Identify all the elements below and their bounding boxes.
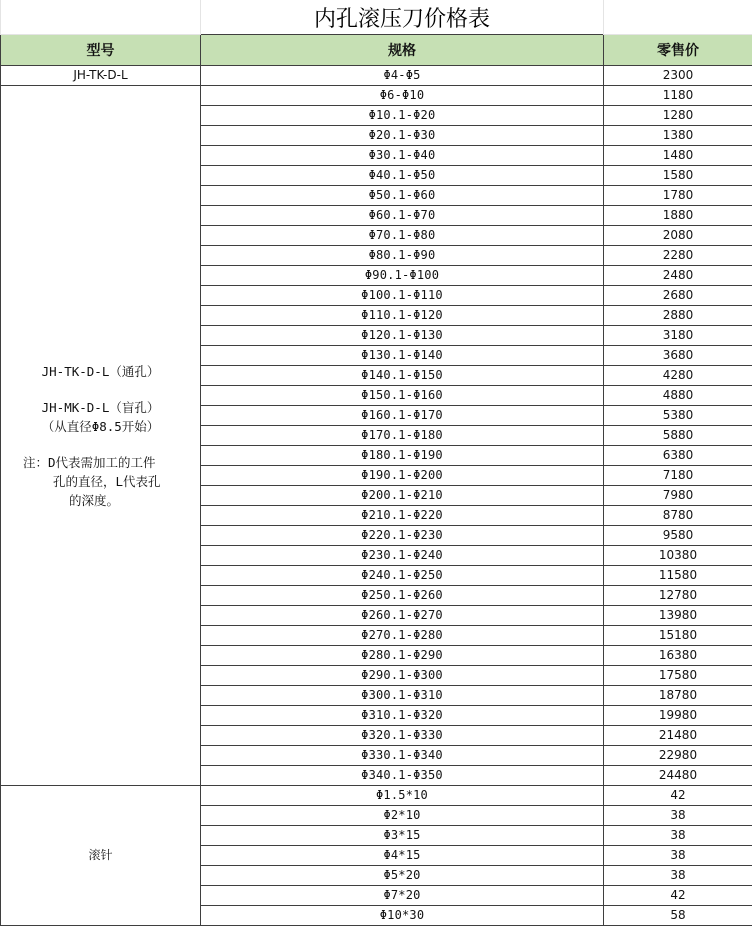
price-cell[interactable]: 3680 [604, 346, 752, 366]
spec-cell[interactable]: Φ10.1-Φ20 [201, 106, 604, 126]
price-cell[interactable]: 18780 [604, 686, 752, 706]
spec-cell[interactable]: Φ130.1-Φ140 [201, 346, 604, 366]
price-cell[interactable]: 5880 [604, 426, 752, 446]
spec-cell[interactable]: Φ4-Φ5 [201, 66, 604, 86]
price-cell[interactable]: 42 [604, 886, 752, 906]
note-line-2: 孔的直径，L代表孔 [53, 473, 161, 489]
spec-cell[interactable]: Φ230.1-Φ240 [201, 546, 604, 566]
price-cell[interactable]: 21480 [604, 726, 752, 746]
price-cell[interactable]: 42 [604, 786, 752, 806]
price-cell[interactable]: 16380 [604, 646, 752, 666]
price-cell[interactable]: 10380 [604, 546, 752, 566]
spec-cell[interactable]: Φ30.1-Φ40 [201, 146, 604, 166]
model-line-blind-hole: JH-MK-D-L（盲孔） [41, 399, 160, 415]
price-cell[interactable]: 1880 [604, 206, 752, 226]
header-price[interactable]: 零售价 [604, 35, 752, 66]
model-line-diameter-note: （从直径Φ8.5开始） [41, 418, 160, 434]
header-spec[interactable]: 规格 [201, 35, 604, 66]
price-cell[interactable]: 12780 [604, 586, 752, 606]
price-cell[interactable]: 2080 [604, 226, 752, 246]
spec-cell[interactable]: Φ60.1-Φ70 [201, 206, 604, 226]
price-cell[interactable]: 5380 [604, 406, 752, 426]
title-row [1, 0, 752, 35]
model-cell-jh-tk-mk[interactable] [1, 86, 201, 786]
spec-cell[interactable]: Φ3*15 [201, 826, 604, 846]
spec-cell[interactable]: Φ100.1-Φ110 [201, 286, 604, 306]
price-cell[interactable]: 24480 [604, 766, 752, 786]
table-row [1, 86, 752, 106]
spacer [1, 381, 200, 398]
model-cell-jh-tk[interactable]: JH-TK-D-L [1, 66, 201, 86]
price-cell[interactable]: 22980 [604, 746, 752, 766]
spec-cell[interactable]: Φ120.1-Φ130 [201, 326, 604, 346]
spec-cell[interactable]: Φ40.1-Φ50 [201, 166, 604, 186]
price-cell[interactable]: 6380 [604, 446, 752, 466]
spec-cell[interactable]: Φ280.1-Φ290 [201, 646, 604, 666]
table-title[interactable]: 内孔滚压刀价格表 [201, 0, 604, 35]
price-cell[interactable]: 17580 [604, 666, 752, 686]
price-cell[interactable]: 9580 [604, 526, 752, 546]
price-cell[interactable]: 38 [604, 806, 752, 826]
spec-cell[interactable]: Φ150.1-Φ160 [201, 386, 604, 406]
spec-cell[interactable]: Φ4*15 [201, 846, 604, 866]
price-cell[interactable]: 4880 [604, 386, 752, 406]
note-line-1: 注：D代表需加工的工件 [23, 454, 156, 470]
spec-cell[interactable]: Φ50.1-Φ60 [201, 186, 604, 206]
price-cell[interactable]: 58 [604, 906, 752, 926]
price-cell[interactable]: 2680 [604, 286, 752, 306]
price-cell[interactable]: 2480 [604, 266, 752, 286]
spec-cell[interactable]: Φ160.1-Φ170 [201, 406, 604, 426]
header-model[interactable]: 型号 [1, 35, 201, 66]
spec-cell[interactable]: Φ220.1-Φ230 [201, 526, 604, 546]
spec-cell[interactable]: Φ20.1-Φ30 [201, 126, 604, 146]
spec-cell[interactable]: Φ2*10 [201, 806, 604, 826]
price-cell[interactable]: 1480 [604, 146, 752, 166]
spec-cell[interactable]: Φ340.1-Φ350 [201, 766, 604, 786]
price-cell[interactable]: 1780 [604, 186, 752, 206]
spec-cell[interactable]: Φ140.1-Φ150 [201, 366, 604, 386]
spec-cell[interactable]: Φ320.1-Φ330 [201, 726, 604, 746]
spec-cell[interactable]: Φ330.1-Φ340 [201, 746, 604, 766]
table-row [1, 66, 752, 86]
price-cell[interactable]: 8780 [604, 506, 752, 526]
spec-cell[interactable]: Φ270.1-Φ280 [201, 626, 604, 646]
price-cell[interactable]: 1180 [604, 86, 752, 106]
spec-cell[interactable]: Φ210.1-Φ220 [201, 506, 604, 526]
spec-cell[interactable]: Φ290.1-Φ300 [201, 666, 604, 686]
spec-cell[interactable]: Φ310.1-Φ320 [201, 706, 604, 726]
spec-cell[interactable]: Φ300.1-Φ310 [201, 686, 604, 706]
spec-cell[interactable]: Φ240.1-Φ250 [201, 566, 604, 586]
price-cell[interactable]: 38 [604, 866, 752, 886]
price-cell[interactable]: 19980 [604, 706, 752, 726]
spec-cell[interactable]: Φ190.1-Φ200 [201, 466, 604, 486]
spec-cell[interactable]: Φ70.1-Φ80 [201, 226, 604, 246]
price-cell[interactable]: 1580 [604, 166, 752, 186]
spec-cell[interactable]: Φ80.1-Φ90 [201, 246, 604, 266]
note-line-3: 的深度。 [69, 492, 120, 508]
spec-cell[interactable]: Φ170.1-Φ180 [201, 426, 604, 446]
title-right-cell[interactable] [604, 0, 752, 35]
spec-cell[interactable]: Φ260.1-Φ270 [201, 606, 604, 626]
spec-cell[interactable]: Φ10*30 [201, 906, 604, 926]
price-cell[interactable]: 38 [604, 826, 752, 846]
price-cell[interactable]: 13980 [604, 606, 752, 626]
price-cell[interactable]: 7180 [604, 466, 752, 486]
price-cell[interactable]: 15180 [604, 626, 752, 646]
price-cell[interactable]: 2300 [604, 66, 752, 86]
spec-cell[interactable]: Φ180.1-Φ190 [201, 446, 604, 466]
spec-cell[interactable]: Φ1.5*10 [201, 786, 604, 806]
table-row [1, 786, 752, 806]
price-cell[interactable]: 11580 [604, 566, 752, 586]
price-cell[interactable]: 3180 [604, 326, 752, 346]
price-cell[interactable]: 38 [604, 846, 752, 866]
spec-cell[interactable]: Φ110.1-Φ120 [201, 306, 604, 326]
model-cell-needle[interactable]: 滚针 [1, 786, 201, 926]
spacer [1, 436, 200, 453]
model-line-through-hole: JH-TK-D-L（通孔） [41, 363, 160, 379]
spec-cell[interactable]: Φ7*20 [201, 886, 604, 906]
spec-cell[interactable]: Φ6-Φ10 [201, 86, 604, 106]
price-cell[interactable]: 2280 [604, 246, 752, 266]
spec-cell[interactable]: Φ90.1-Φ100 [201, 266, 604, 286]
spec-cell[interactable]: Φ200.1-Φ210 [201, 486, 604, 506]
price-cell[interactable]: 1380 [604, 126, 752, 146]
spec-cell[interactable]: Φ5*20 [201, 866, 604, 886]
header-row [1, 35, 752, 66]
price-cell[interactable]: 2880 [604, 306, 752, 326]
price-cell[interactable]: 4280 [604, 366, 752, 386]
price-cell[interactable]: 7980 [604, 486, 752, 506]
price-cell[interactable]: 1280 [604, 106, 752, 126]
title-left-cell[interactable] [1, 0, 201, 35]
spec-cell[interactable]: Φ250.1-Φ260 [201, 586, 604, 606]
